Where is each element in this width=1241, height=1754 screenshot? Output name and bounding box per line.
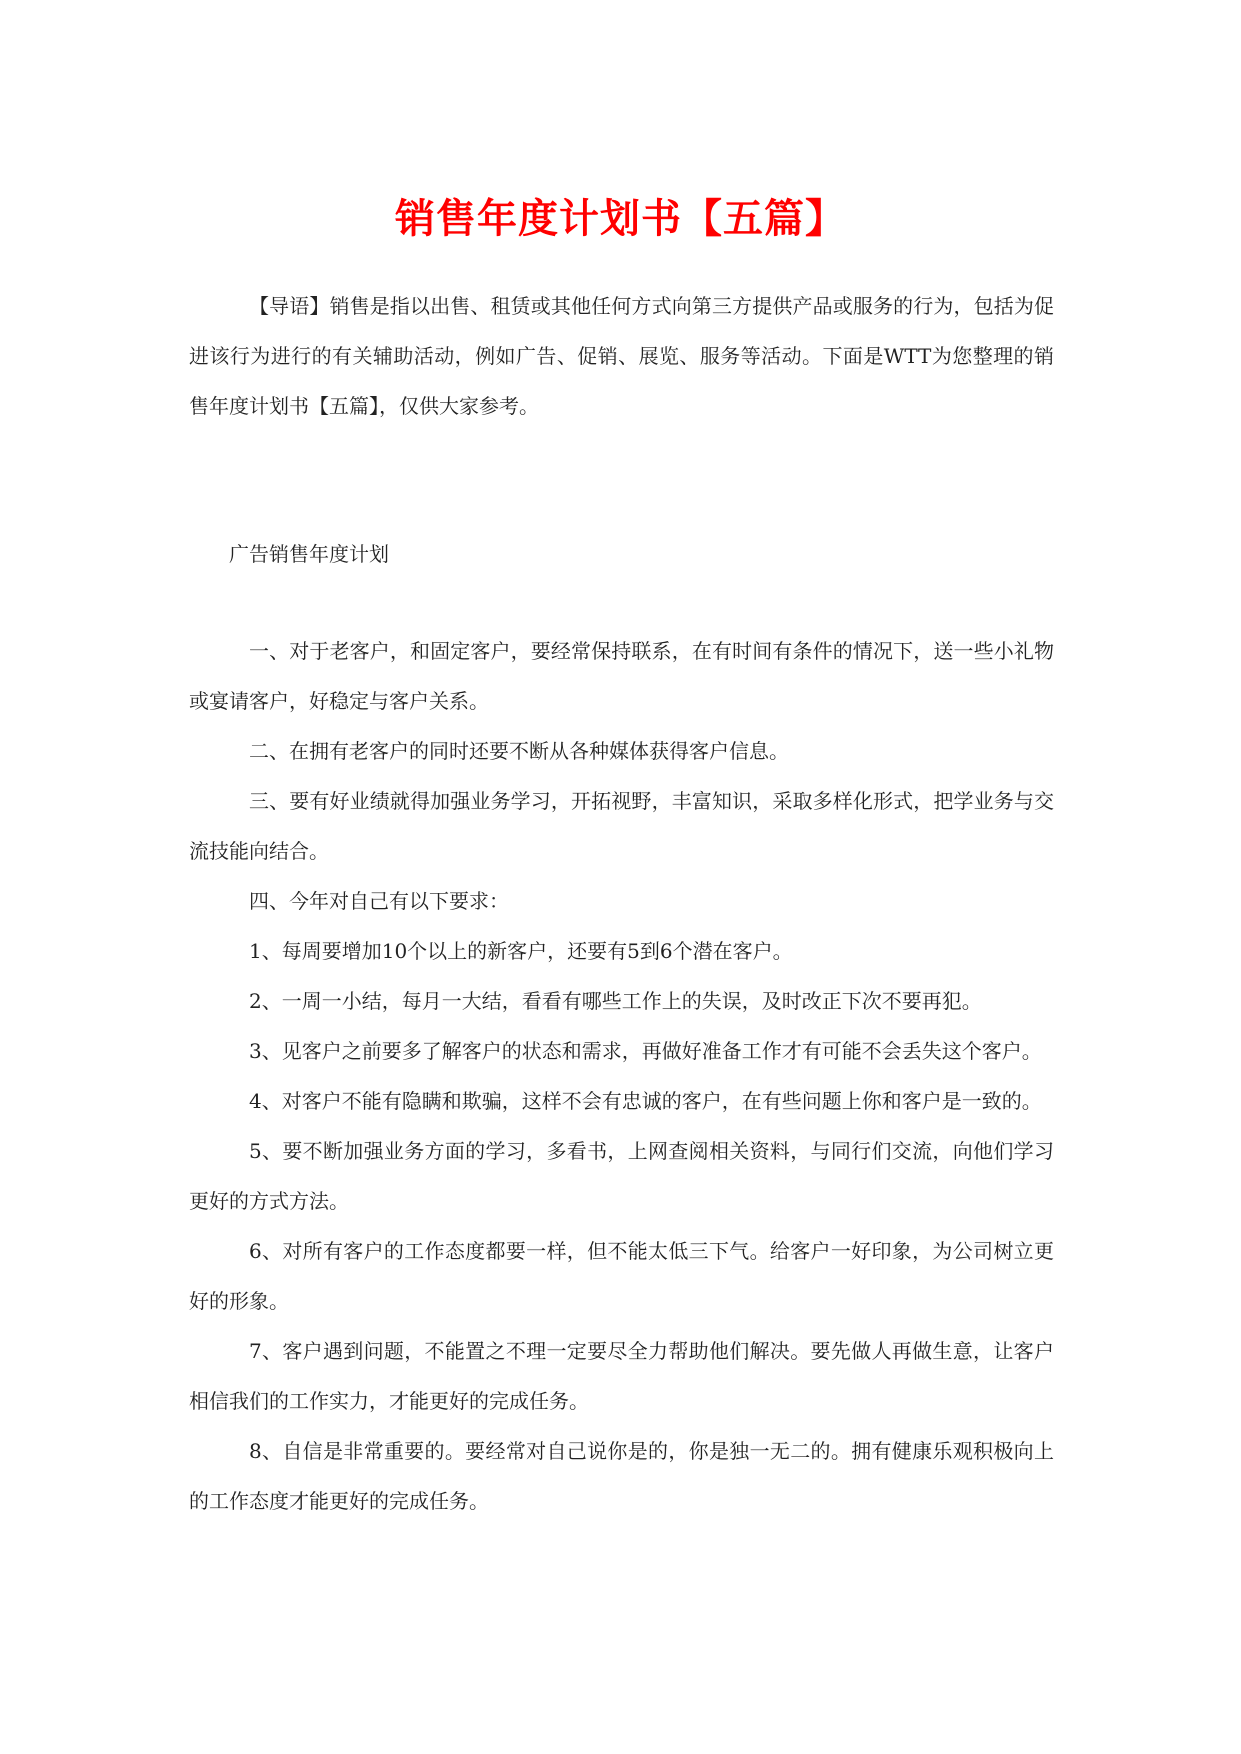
plan-paragraph: 3、见客户之前要多了解客户的状态和需求，再做好准备工作才有可能不会丢失这个客户。 (249, 1039, 1042, 1063)
plan-paragraph: 4、对客户不能有隐瞒和欺骗，这样不会有忠诚的客户，在有些问题上你和客户是一致的。 (249, 1089, 1042, 1113)
plan-paragraph: 7、客户遇到问题，不能置之不理一定要尽全力帮助他们解决。要先做人再做生意，让客户相信我们的工作实力，才能更好的完成任务。 (189, 1339, 1054, 1413)
intro-paragraph: 【导语】销售是指以出售、租赁或其他任何方式向第三方提供产品或服务的行为，包括为促进该行为进行的有关辅助活动，例如广告、促销、展览、服务等活动。下面是WTT为您整理的销售年度计划书【五篇】，仅供大家参考。 (189, 294, 1054, 418)
plan-paragraph: 二、在拥有老客户的同时还要不断从各种媒体获得客户信息。 (249, 739, 789, 763)
plan-paragraph: 2、一周一小结，每月一大结，看看有哪些工作上的失误，及时改正下次不要再犯。 (249, 989, 982, 1013)
document-title: 销售年度计划书【五篇】 (395, 194, 846, 242)
plan-paragraph: 一、对于老客户，和固定客户，要经常保持联系，在有时间有条件的情况下，送一些小礼物或宴请客户，好稳定与客户关系。 (189, 639, 1054, 713)
plan-paragraph-list (189, 626, 1054, 1526)
plan-paragraph: 8、自信是非常重要的。要经常对自己说你是的，你是独一无二的。拥有健康乐观积极向上的工作态度才能更好的完成任务。 (189, 1439, 1054, 1513)
plan-paragraph: 1、每周要增加10个以上的新客户，还要有5到6个潜在客户。 (249, 939, 793, 963)
plan-paragraph: 6、对所有客户的工作态度都要一样，但不能太低三下气。给客户一好印象，为公司树立更好的形象。 (189, 1239, 1054, 1313)
intro-block (189, 281, 1054, 431)
section-heading: 广告销售年度计划 (229, 542, 389, 566)
plan-paragraph: 四、今年对自己有以下要求： (249, 889, 509, 913)
plan-paragraph: 三、要有好业绩就得加强业务学习，开拓视野，丰富知识，采取多样化形式，把学业务与交流技能向结合。 (189, 789, 1054, 863)
plan-paragraph: 5、要不断加强业务方面的学习，多看书，上网查阅相关资料，与同行们交流，向他们学习更好的方式方法。 (189, 1139, 1054, 1213)
